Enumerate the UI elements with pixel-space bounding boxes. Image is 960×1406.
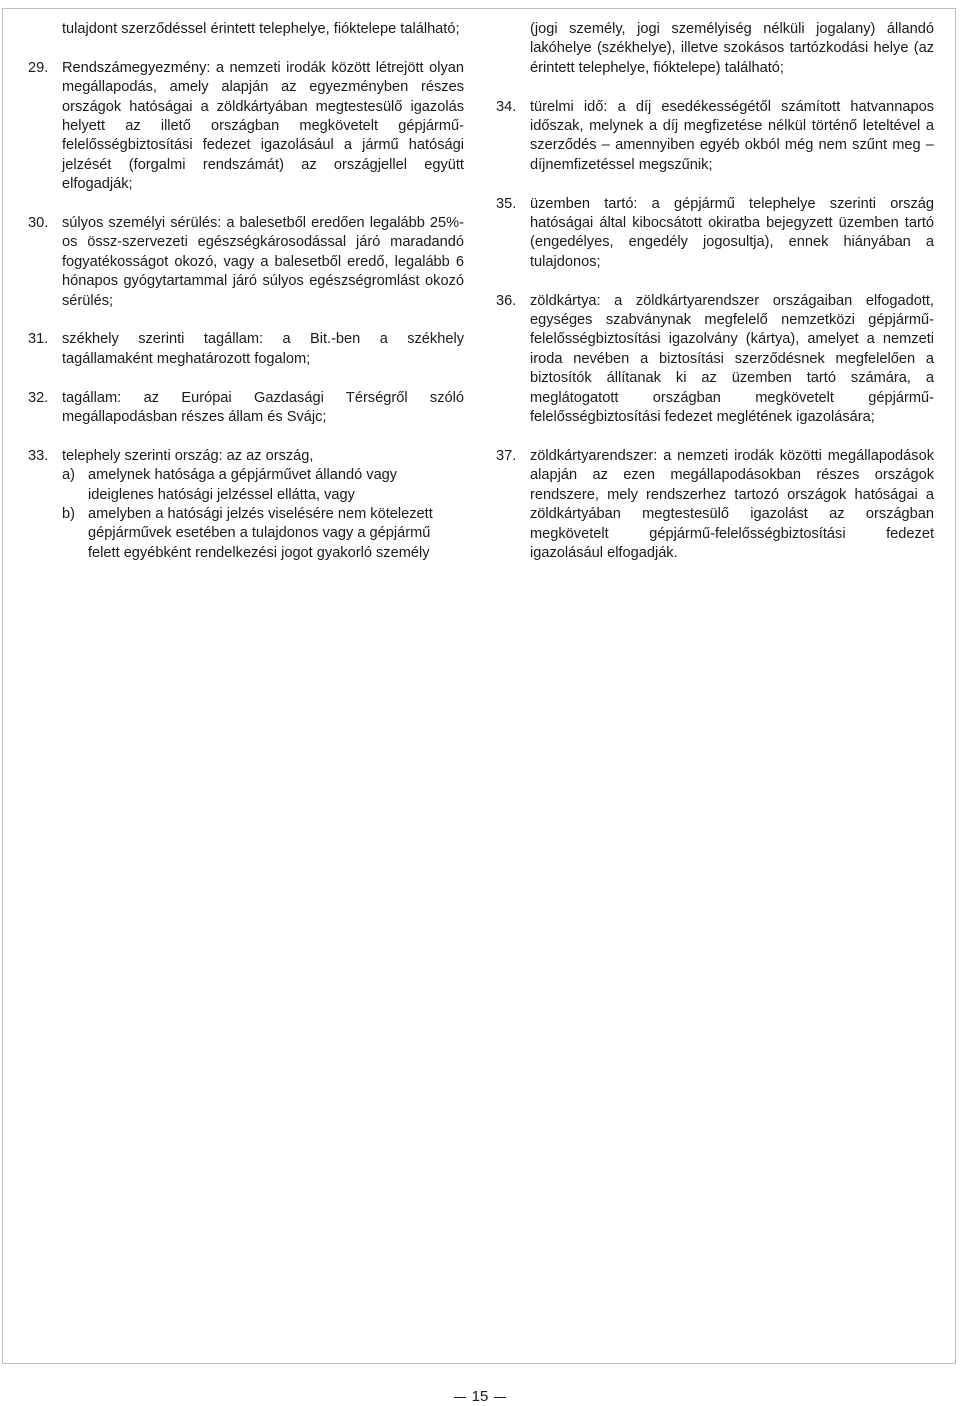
- definition-item: [496, 447, 934, 563]
- item-text: zöldkártya: a zöldkártyarendszer országaiban elfogadott, egységes szabványnak megfelelő nemzetközi gépjármű-felelősségbiztosítási igazolvány (kártya), amelyet a nemzeti iroda nevében a biztosítási szerződésnek megfelelően a biztosítók állítanak ki az üzemben tartó számára, a meglátogatott országban megkövetelt gépjármű-felelősségbiztosítási fedezet meglétének igazolására;: [530, 292, 934, 426]
- item-number: 34.: [496, 98, 517, 115]
- definition-item: [28, 330, 464, 369]
- item-number: 36.: [496, 292, 517, 309]
- definition-item: [496, 292, 934, 428]
- item-number: 30.: [28, 215, 49, 232]
- definition-item: [28, 389, 464, 428]
- definition-item: [496, 98, 934, 176]
- left-column: [28, 20, 464, 583]
- item-number: 33.: [28, 447, 49, 464]
- definition-item: [496, 195, 934, 273]
- item-text: türelmi idő: a díj esedékességétől számított hatvannapos időszak, melynek a díj megfizetése nélkül történő leteltével a szerződés – amennyiben egyéb okból még nem szűnt meg – díjnemfizetéssel megszűnik;: [530, 98, 934, 173]
- item-text: súlyos személyi sérülés: a balesetből eredően legalább 25%-os össz-szervezeti egészségkárosodással járó maradandó fogyatékosságot okozó, vagy a balesetből eredő, legalább 6 hónapos gyógytartammal járó súlyos egészségromlást okozó sérülés;: [62, 215, 464, 309]
- item-text: tagállam: az Európai Gazdasági Térségről szóló megállapodásban részes állam és Svájc;: [62, 389, 464, 426]
- item-number: 32.: [28, 389, 49, 406]
- sub-item-label: a): [62, 467, 75, 484]
- dash-decoration: [494, 1397, 506, 1398]
- item-body: [62, 447, 464, 563]
- definition-item: [28, 447, 464, 563]
- right-column: [496, 20, 934, 583]
- page-number: 15: [471, 1388, 489, 1405]
- item-text: Rendszámegyezmény: a nemzeti irodák között létrejött olyan megállapodás, amely alapján az egyezményben részes országok hatóságai a zöldkártyában megtestesülő igazolás helyett az illető országban megkövetelt gépjármű-felelősségbiztosítási fedezet igazolásául a jármű hatósági jelzését (forgalmi rendszámát) az országjellel együtt elfogadják;: [62, 59, 464, 193]
- sub-item-text: amelyben a hatósági jelzés viselésére nem kötelezett gépjárművek esetében a tulajdonos vagy a gépjármű felett egyébként rendelkezési jogot gyakorló személy: [88, 506, 433, 561]
- item-text: székhely szerinti tagállam: a Bit.-ben a székhely tagállamaként meghatározott fogalom;: [62, 331, 464, 367]
- definition-item: [28, 214, 464, 311]
- sub-item: [62, 466, 464, 505]
- definition-item: [28, 59, 464, 195]
- item-number: 31.: [28, 331, 49, 348]
- sub-item-label: b): [62, 506, 75, 523]
- page-footer: [0, 1388, 960, 1406]
- dash-decoration: [454, 1397, 466, 1398]
- item-number: 37.: [496, 447, 517, 464]
- item-number: 29.: [28, 59, 49, 76]
- item-text: telephely szerinti ország: az az ország,: [62, 447, 314, 464]
- sub-item: [62, 505, 464, 563]
- continuation-text: tulajdont szerződéssel érintett telephelye, fióktelepe található;: [62, 21, 460, 37]
- item-text: üzemben tartó: a gépjármű telephelye szerinti ország hatóságai által kibocsátott okiratba bejegyzett üzemben tartó (engedélyes, engedély jogosultja), ennek hiányában a tulajdonos;: [530, 195, 934, 270]
- item-text: zöldkártyarendszer: a nemzeti irodák közötti megállapodások alapján az ezen megállapodásokban részes országok rendszere, mely rendszerhez tartozó országok hatóságai a zöldkártyában megtestesülő igazolást az országban megkövetelt gépjármű-felelősségbiztosítási fedezet igazolásául elfogadják.: [530, 447, 934, 561]
- item-number: 35.: [496, 195, 517, 212]
- sub-item-text: amelynek hatósága a gépjárművet állandó vagy ideiglenes hatósági jelzéssel ellátta, vagy: [88, 467, 398, 503]
- continuation-text: (jogi személy, jogi személyiség nélküli jogalany) állandó lakóhelye (székhelye), illetve szokásos tartózkodási helye (az érintett telephelye, fióktelepe) található;: [530, 21, 934, 76]
